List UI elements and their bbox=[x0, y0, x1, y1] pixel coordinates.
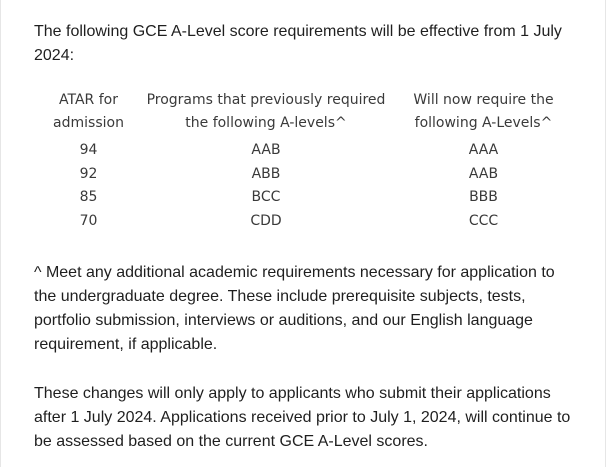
header-new bbox=[396, 89, 571, 135]
table-cell-new: CCC bbox=[468, 213, 499, 229]
header-atar-line2: admission bbox=[53, 115, 124, 131]
table-cell-atar: 94 bbox=[79, 142, 98, 158]
score-requirements-table bbox=[1, 0, 606, 240]
footnote-paragraph: ^ Meet any additional academic requirements necessary for application to the undergraduate degree. These include prerequisite subjects, tests, portfolio submission, interviews or auditions, and our English language requirement, if applicable. bbox=[34, 264, 555, 353]
intro-paragraph: The following GCE A-Level score requirements will be effective from 1 July 2024: bbox=[34, 23, 562, 64]
header-previous bbox=[141, 89, 391, 135]
header-new-line2: following A-Levels^ bbox=[414, 115, 553, 131]
table-cell-atar: 85 bbox=[79, 189, 98, 205]
table-cell-previous: BCC bbox=[251, 189, 281, 205]
table-cell-previous: ABB bbox=[251, 166, 281, 182]
table-cell-new: AAB bbox=[468, 166, 499, 182]
header-atar bbox=[41, 89, 136, 135]
header-atar-line1: ATAR for bbox=[59, 92, 118, 108]
header-new-line1: Will now require the bbox=[413, 92, 554, 108]
header-previous-line2: the following A-levels^ bbox=[185, 115, 347, 131]
table-cell-previous: AAB bbox=[251, 142, 281, 158]
table-cell-atar: 92 bbox=[79, 166, 98, 182]
table-cell-new: BBB bbox=[469, 189, 498, 205]
table-cell-atar: 70 bbox=[79, 213, 98, 229]
changes-paragraph: These changes will only apply to applicants who submit their applications after 1 July 2024. Applications received prior to July 1, 2024, will continue to be assessed based on the current GCE A-Level scores. bbox=[34, 385, 571, 450]
table-cell-new: AAA bbox=[468, 142, 499, 158]
header-previous-line1: Programs that previously required bbox=[146, 92, 386, 108]
table-cell-previous: CDD bbox=[250, 213, 282, 229]
